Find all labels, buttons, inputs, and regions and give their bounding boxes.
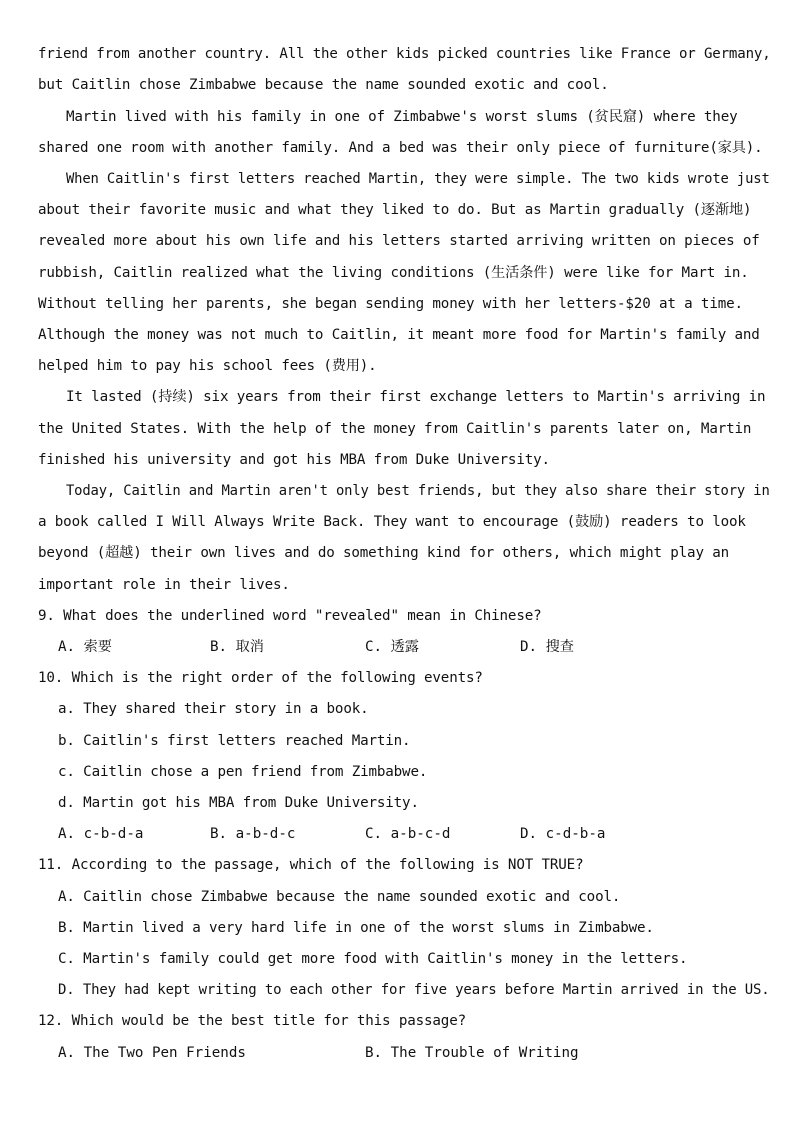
q9-option-d: D. 搜查 [520,639,574,655]
passage-line: Although the money was not much to Caitlin, it meant more food for Martin's family and [38,327,760,343]
q10-event-c: c. Caitlin chose a pen friend from Zimbabwe. [58,764,428,780]
passage-line: rubbish, Caitlin realized what the living conditions (生活条件) were like for Mart in. [38,265,749,281]
q10-event-b: b. Caitlin's first letters reached Martin. [58,733,411,749]
question-9-text: 9. What does the underlined word "revealed" mean in Chinese? [38,608,542,624]
passage-line: When Caitlin's first letters reached Martin, they were simple. The two kids wrote just [66,171,770,187]
passage-line: revealed more about his own life and his letters started arriving written on pieces of [38,233,760,249]
q11-option-d: D. They had kept writing to each other for five years before Martin arrived in the US. [58,982,770,998]
passage-line: Today, Caitlin and Martin aren't only best friends, but they also share their story in [66,483,770,499]
q12-option-b: B. The Trouble of Writing [365,1045,579,1061]
passage-line: Martin lived with his family in one of Zimbabwe's worst slums (贫民窟) where they [66,109,738,125]
passage-line: shared one room with another family. And a bed was their only piece of furniture(家具). [38,140,763,156]
q9-option-a: A. 索要 [58,639,112,655]
q10-event-a: a. They shared their story in a book. [58,701,369,717]
passage-line: beyond (超越) their own lives and do something kind for others, which might play an [38,545,730,561]
passage-line: Without telling her parents, she began sending money with her letters-$20 at a time. [38,296,743,312]
q11-option-b: B. Martin lived a very hard life in one of the worst slums in Zimbabwe. [58,920,654,936]
passage-line: a book called I Will Always Write Back. They want to encourage (鼓励) readers to look [38,514,746,530]
q10-option-b: B. a-b-d-c [210,826,296,842]
passage-line: friend from another country. All the other kids picked countries like France or Germany, [38,46,771,62]
passage-line: about their favorite music and what they liked to do. But as Martin gradually (逐渐地) [38,202,752,218]
passage-line: helped him to pay his school fees (费用). [38,358,377,374]
q10-option-d: D. c-d-b-a [520,826,606,842]
passage-line: but Caitlin chose Zimbabwe because the name sounded exotic and cool. [38,77,609,93]
q9-option-c: C. 透露 [365,639,419,655]
q12-option-a: A. The Two Pen Friends [58,1045,246,1061]
passage-line: finished his university and got his MBA from Duke University. [38,452,550,468]
question-11-text: 11. According to the passage, which of the following is NOT TRUE? [38,857,584,873]
question-10-text: 10. Which is the right order of the following events? [38,670,483,686]
q10-option-c: C. a-b-c-d [365,826,451,842]
q11-option-a: A. Caitlin chose Zimbabwe because the name sounded exotic and cool. [58,889,621,905]
q11-option-c: C. Martin's family could get more food with Caitlin's money in the letters. [58,951,688,967]
passage-line: the United States. With the help of the money from Caitlin's parents later on, Martin [38,421,752,437]
q10-option-a: A. c-b-d-a [58,826,144,842]
passage-line: It lasted (持续) six years from their first exchange letters to Martin's arriving in [66,389,766,405]
question-12-text: 12. Which would be the best title for this passage? [38,1013,466,1029]
q10-event-d: d. Martin got his MBA from Duke University. [58,795,419,811]
passage-line: important role in their lives. [38,577,290,593]
q9-option-b: B. 取消 [210,639,264,655]
